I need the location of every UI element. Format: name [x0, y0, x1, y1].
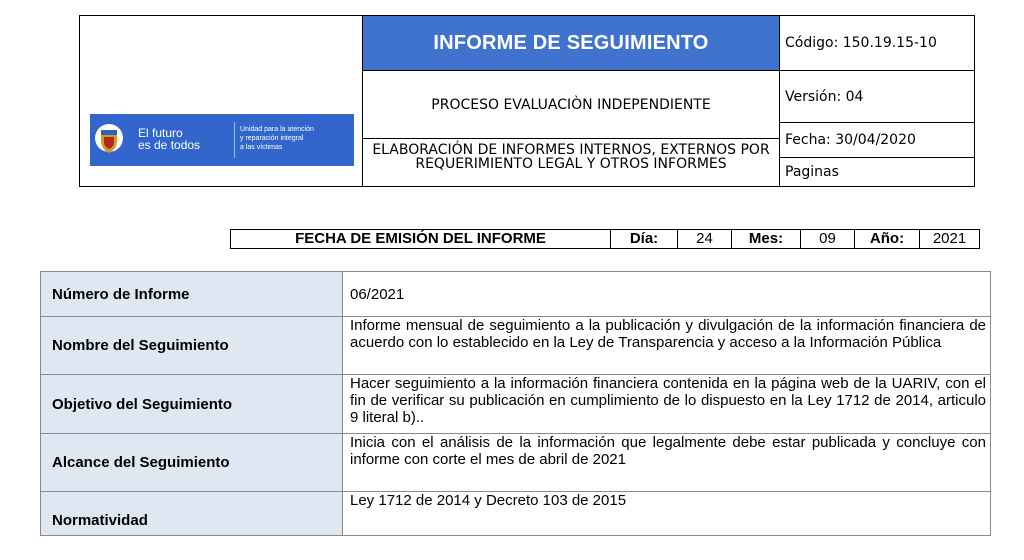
day-label: Día: [611, 230, 678, 248]
report-number-value: 06/2021 [343, 272, 991, 317]
report-title: INFORME DE SEGUIMIENTO [433, 31, 709, 54]
month-value: 09 [801, 230, 855, 248]
tracking-scope-label: Alcance del Seguimiento [41, 434, 343, 492]
regulations-value: Ley 1712 de 2014 y Decreto 103 de 2015 [343, 492, 991, 536]
document-code: Código: 150.19.15-10 [780, 16, 975, 71]
report-number-label: Número de Informe [41, 272, 343, 317]
emission-date-label: FECHA DE EMISIÓN DEL INFORME [231, 230, 611, 248]
document-version: Versión: 04 [780, 71, 975, 123]
tracking-scope-value: Inicia con el análisis de la información que legalmente debe estar publicada y concluye con informe con corte el mes de abril de 2021 [343, 434, 991, 492]
tracking-objective-value: Hacer seguimiento a la información financiera contenida en la página web de la UARIV, con el fin de verificar su publicación en cumplimiento de lo dispuesto en la Ley 1712 de 2014, articulo 9 literal b).. [343, 375, 991, 434]
process-name: PROCESO EVALUACIÒN INDEPENDIENTE [363, 71, 779, 139]
year-value: 2021 [932, 230, 967, 247]
subprocess-name: ELABORACIÓN DE INFORMES INTERNOS, EXTERNOS POR REQUERIMIENTO LEGAL Y OTROS INFORMES [372, 142, 770, 172]
logo-cell [80, 16, 363, 186]
table-row [41, 434, 991, 492]
emission-date-row [230, 229, 980, 249]
table-row [41, 492, 991, 536]
document-pages: Paginas [785, 164, 839, 180]
month-label: Mes: [732, 230, 801, 248]
government-logo [90, 114, 354, 166]
day-value: 24 [678, 230, 732, 248]
document-control-column [779, 16, 975, 186]
document-date: Fecha: 30/04/2020 [780, 123, 975, 158]
regulations-label: Normatividad [41, 492, 343, 536]
tracking-name-value: Informe mensual de seguimiento a la publicación y divulgación de la información financiera de acuerdo con lo establecido en la Ley de Transparencia y acceso a la Información Pública [343, 317, 991, 375]
report-title-cell [363, 16, 779, 71]
report-info-table [40, 271, 991, 536]
table-row [41, 375, 991, 434]
tracking-name-label: Nombre del Seguimiento [41, 317, 343, 375]
logo-unit-name: Unidad para la atención y reparación integral a las víctimas [240, 126, 314, 151]
table-row [41, 272, 991, 317]
table-row [41, 317, 991, 375]
logo-tagline: El futuro es de todos [138, 126, 201, 152]
year-label: Año: [855, 230, 920, 248]
coat-of-arms-icon [94, 123, 124, 157]
tracking-objective-label: Objetivo del Seguimiento [41, 375, 343, 434]
logo-divider [234, 122, 235, 158]
document-header [79, 15, 975, 187]
